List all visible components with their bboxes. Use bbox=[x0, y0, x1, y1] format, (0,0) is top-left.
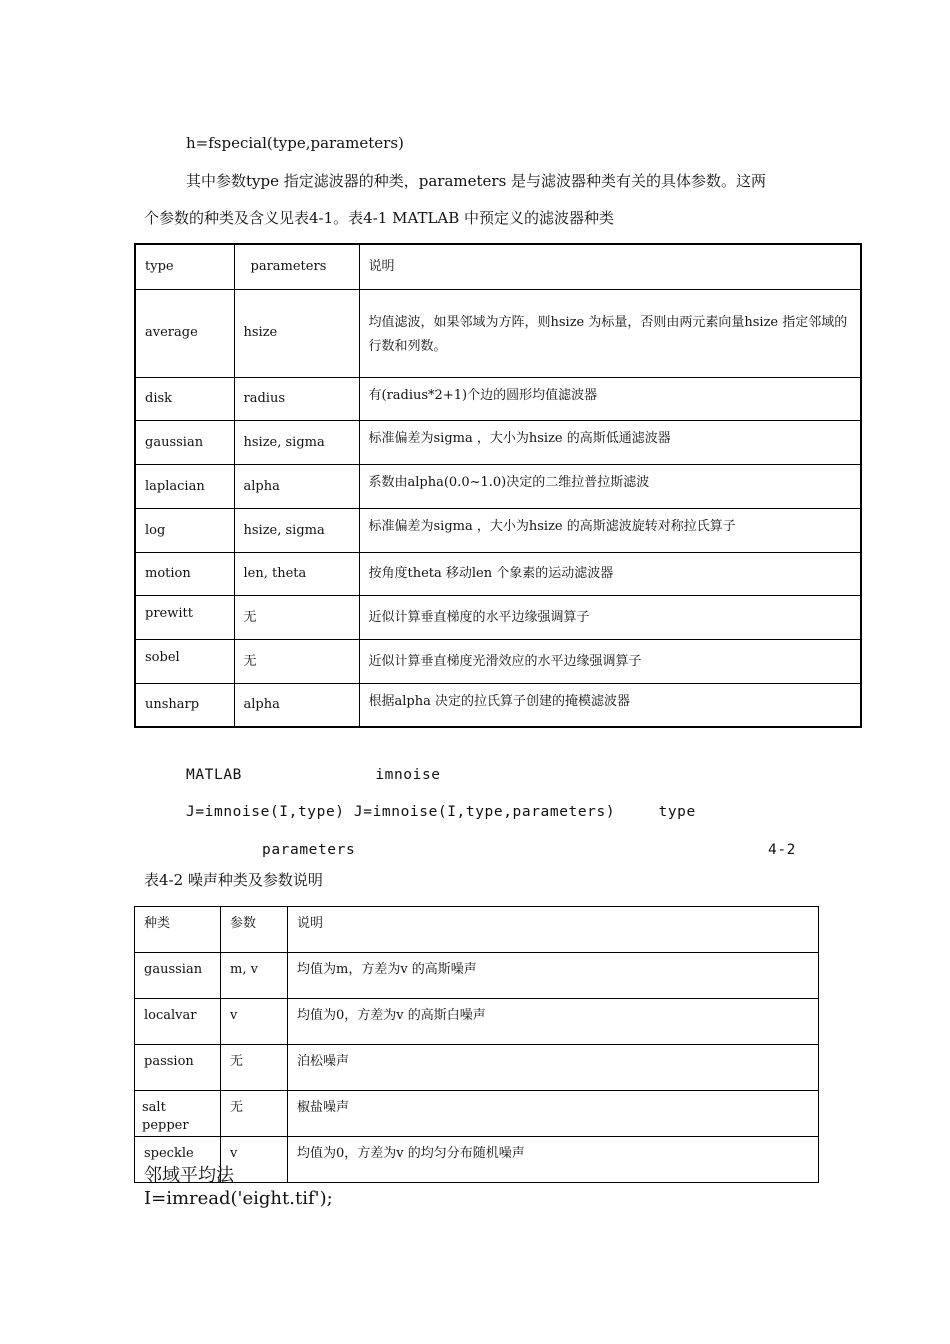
cell-type: average bbox=[135, 289, 234, 377]
header-desc: 说明 bbox=[288, 907, 819, 953]
cell-parameters: hsize, sigma bbox=[234, 508, 359, 552]
cell-desc: 近似计算垂直梯度光滑效应的水平边缘强调算子 bbox=[359, 639, 861, 683]
imnoise-intro-line1 bbox=[186, 767, 441, 783]
table-row bbox=[135, 552, 861, 595]
header-parameters: parameters bbox=[234, 244, 359, 289]
cell-param: v bbox=[221, 1137, 288, 1183]
text-fragment: MATLAB bbox=[186, 767, 252, 783]
cell-desc: 均值为0，方差为v 的均匀分布随机噪声 bbox=[288, 1137, 819, 1183]
table-row bbox=[135, 377, 861, 420]
cell-parameters: 无 bbox=[234, 595, 359, 639]
cell-desc: 标准偏差为sigma ，大小为hsize 的高斯低通滤波器 bbox=[359, 420, 861, 464]
cell-desc: 有(radius*2+1)个边的圆形均值滤波器 bbox=[359, 377, 861, 420]
filter-types-table bbox=[134, 243, 862, 728]
table-row bbox=[135, 420, 861, 464]
table-header-row bbox=[135, 907, 819, 953]
cell-type: disk bbox=[135, 377, 234, 420]
cell-param: 无 bbox=[221, 1091, 288, 1137]
cell-type: gaussian bbox=[135, 420, 234, 464]
cell-desc: 近似计算垂直梯度的水平边缘强调算子 bbox=[359, 595, 861, 639]
code-line: I=imread('eight.tif'); bbox=[144, 1188, 333, 1209]
header-desc: 说明 bbox=[359, 244, 861, 289]
cell-param: v bbox=[221, 999, 288, 1045]
cell-kind: gaussian bbox=[135, 953, 221, 999]
cell-desc: 均值滤波，如果邻域为方阵，则hsize 为标量，否则由两元素向量hsize 指定邻域的行数和列数。 bbox=[359, 289, 861, 377]
table-row bbox=[135, 639, 861, 683]
cell-parameters: hsize bbox=[234, 289, 359, 377]
cell-param: m, v bbox=[221, 953, 288, 999]
header-kind: 种类 bbox=[135, 907, 221, 953]
cell-kind: speckle bbox=[135, 1137, 221, 1183]
text-fragment: imnoise bbox=[375, 767, 441, 783]
table-row bbox=[135, 999, 819, 1045]
header-type: type bbox=[135, 244, 234, 289]
cell-param: 无 bbox=[221, 1045, 288, 1091]
table-row bbox=[135, 683, 861, 727]
header-param: 参数 bbox=[221, 907, 288, 953]
cell-desc: 系数由alpha(0.0~1.0)决定的二维拉普拉斯滤波 bbox=[359, 464, 861, 508]
table-row bbox=[135, 1137, 819, 1183]
cell-kind: localvar bbox=[135, 999, 221, 1045]
table-header-row bbox=[135, 244, 861, 289]
cell-type: prewitt bbox=[135, 595, 234, 639]
cell-parameters: radius bbox=[234, 377, 359, 420]
noise-types-table bbox=[134, 906, 819, 1183]
cell-parameters: len, theta bbox=[234, 552, 359, 595]
cell-desc: 椒盐噪声 bbox=[288, 1091, 819, 1137]
cell-kind: passion bbox=[135, 1045, 221, 1091]
cell-desc: 泊松噪声 bbox=[288, 1045, 819, 1091]
table-row bbox=[135, 1045, 819, 1091]
cell-type: unsharp bbox=[135, 683, 234, 727]
table-ref: 4-2 bbox=[768, 842, 796, 858]
table-row bbox=[135, 953, 819, 999]
text-fragment: type bbox=[658, 804, 696, 820]
cell-parameters: hsize, sigma bbox=[234, 420, 359, 464]
table-row bbox=[135, 289, 861, 377]
text-fragment: parameters bbox=[262, 842, 356, 858]
intro-paragraph-line2: 个参数的种类及含义见表4-1。表4-1 MATLAB 中预定义的滤波器种类 bbox=[144, 209, 615, 227]
cell-desc: 均值为m，方差为v 的高斯噪声 bbox=[288, 953, 819, 999]
table-row bbox=[135, 464, 861, 508]
imnoise-intro-line3 bbox=[186, 842, 355, 858]
text-fragment: J=imnoise(I,type) J=imnoise(I,type,parameters) bbox=[186, 804, 625, 820]
cell-parameters: alpha bbox=[234, 683, 359, 727]
cell-type: sobel bbox=[135, 639, 234, 683]
table-row bbox=[135, 1091, 819, 1137]
cell-parameters: 无 bbox=[234, 639, 359, 683]
intro-paragraph-line1: 其中参数type 指定滤波器的种类，parameters 是与滤波器种类有关的具体参数。这两 bbox=[186, 172, 767, 190]
cell-type: motion bbox=[135, 552, 234, 595]
cell-desc: 均值为0，方差为v 的高斯白噪声 bbox=[288, 999, 819, 1045]
table-row bbox=[135, 595, 861, 639]
cell-parameters: alpha bbox=[234, 464, 359, 508]
cell-type: laplacian bbox=[135, 464, 234, 508]
imnoise-syntax-line bbox=[186, 804, 696, 820]
cell-desc: 按角度theta 移动len 个象素的运动滤波器 bbox=[359, 552, 861, 595]
table2-caption: 表4-2 噪声种类及参数说明 bbox=[144, 871, 323, 889]
table-row bbox=[135, 508, 861, 552]
cell-desc: 根据alpha 决定的拉氏算子创建的掩模滤波器 bbox=[359, 683, 861, 727]
cell-kind: salt pepper bbox=[135, 1091, 221, 1137]
section-heading: 邻域平均法 bbox=[144, 1165, 234, 1186]
fspecial-syntax: h=fspecial(type,parameters) bbox=[186, 134, 404, 152]
cell-desc: 标准偏差为sigma ，大小为hsize 的高斯滤波旋转对称拉氏算子 bbox=[359, 508, 861, 552]
cell-type: log bbox=[135, 508, 234, 552]
